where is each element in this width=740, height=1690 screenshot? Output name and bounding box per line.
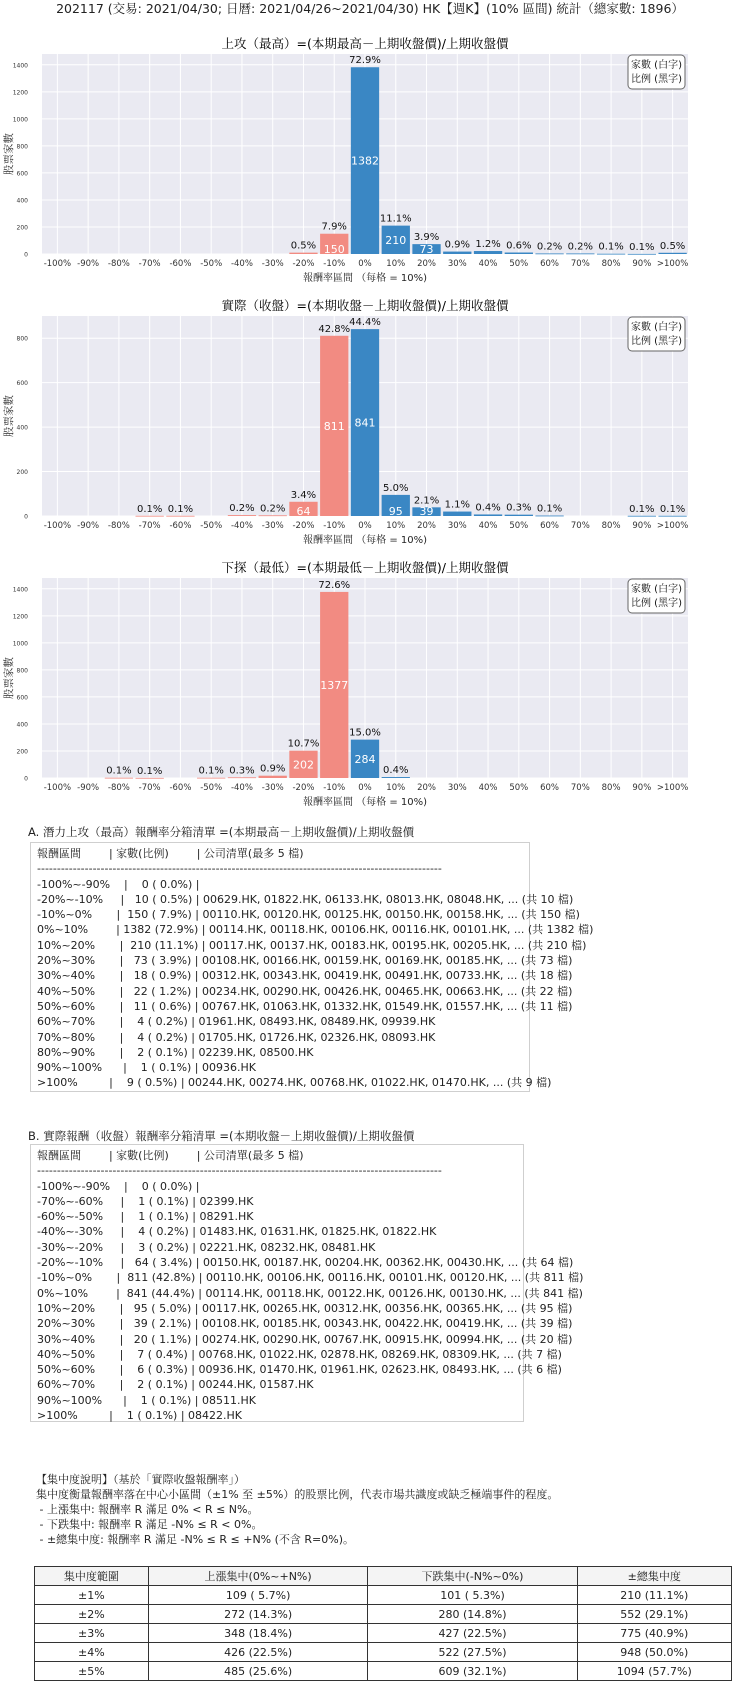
list-line: 20%~30% | 73 ( 3.9%) | 00108.HK, 00166.HK, 00159.HK, 00169.HK, 00185.HK, ... (共 73 檔) [37, 954, 573, 968]
bar [197, 778, 225, 779]
bar-percent-label: 0.5% [659, 240, 686, 252]
list-line: 50%~60% | 11 ( 0.6%) | 00767.HK, 01063.HK, 01332.HK, 01549.HK, 01557.HK, ... (共 11 檔) [37, 999, 573, 1013]
x-tick-label: -10% [323, 259, 346, 269]
x-tick-label: 0% [358, 259, 372, 269]
x-tick-label: 80% [601, 521, 621, 531]
y-tick-label: 200 [16, 748, 28, 756]
bar-count-label: 39 [419, 505, 434, 518]
x-tick-label: 30% [447, 521, 467, 531]
bar-count-label: 811 [323, 419, 345, 433]
legend-note-line: 家數 (白字) [631, 584, 682, 595]
y-tick-label: 0 [24, 775, 28, 783]
list-line: 報酬區間 | 家數(比例) | 公司清單(最多 5 檔) [37, 1149, 304, 1162]
list-line: 0%~10% | 841 (44.4%) | 00114.HK, 00118.HK, 00122.HK, 00126.HK, 00130.HK, ... (共 841 檔) [37, 1286, 583, 1300]
table-row [35, 1624, 732, 1643]
list-line: 40%~50% | 7 ( 0.4%) | 00768.HK, 01022.HK, 02878.HK, 08269.HK, 08309.HK, ... (共 7 檔) [37, 1347, 562, 1361]
table-cell: 427 (22.5%) [368, 1624, 577, 1643]
list-line: 60%~70% | 4 ( 0.2%) | 01961.HK, 08493.HK, 08489.HK, 09939.HK [37, 1015, 436, 1029]
legend-note-line: 家數 (白字) [631, 322, 682, 333]
bar-count-label: 150 [323, 243, 345, 256]
list-line: 60%~70% | 2 ( 0.1%) | 00244.HK, 01587.HK [37, 1378, 314, 1392]
y-tick-label: 400 [16, 721, 28, 729]
table-row [35, 1643, 732, 1662]
bar-percent-label: 0.3% [506, 502, 532, 514]
x-tick-label: 40% [478, 521, 498, 531]
list-line: -30%~-20% | 3 ( 0.2%) | 02221.HK, 08232.HK, 08481.HK [37, 1240, 376, 1254]
list-line: 50%~60% | 6 ( 0.3%) | 00936.HK, 01470.HK, 01961.HK, 02623.HK, 08493.HK, ... (共 6 檔) [37, 1363, 562, 1377]
x-tick-label: -100% [43, 521, 72, 531]
bar-percent-label: 0.2% [536, 241, 563, 253]
x-tick-label: -50% [200, 783, 223, 793]
x-tick-label: -40% [230, 783, 253, 793]
x-tick-label: -90% [77, 783, 100, 793]
x-tick-label: -100% [43, 259, 72, 269]
bar-count-label: 95 [388, 505, 403, 518]
y-axis-label: 股票家數 [3, 395, 15, 437]
x-tick-label: -70% [138, 259, 161, 269]
bar [658, 516, 686, 517]
bar-percent-label: 5.0% [383, 482, 409, 494]
legend-note-line: 比例 (黑字) [631, 598, 682, 609]
x-axis-label: 報酬率區間 （每格 = 10%) [302, 797, 428, 808]
x-tick-label: -60% [169, 521, 192, 531]
bar-percent-label: 0.9% [444, 239, 470, 251]
bar-percent-label: 0.1% [167, 503, 194, 515]
legend-note-line: 家數 (白字) [631, 60, 682, 71]
x-tick-label: 50% [509, 259, 529, 269]
list-line: ------------------------------------------------------------------------------------------------------ [37, 1164, 442, 1178]
list-line: -20%~-10% | 10 ( 0.5%) | 00629.HK, 01822.HK, 06133.HK, 08013.HK, 08048.HK, ... (共 10 檔) [37, 892, 574, 906]
y-tick-label: 1400 [12, 586, 28, 594]
x-tick-label: 10% [386, 783, 406, 793]
table-cell: 775 (40.9%) [577, 1624, 731, 1643]
x-tick-label: -40% [230, 521, 253, 531]
bar-percent-label: 0.2% [260, 503, 286, 515]
bar [289, 253, 317, 254]
x-tick-label: 30% [447, 783, 467, 793]
concentration-header-row [35, 1567, 732, 1586]
list-line: 報酬區間 | 家數(比例) | 公司清單(最多 5 檔) [37, 847, 304, 860]
x-tick-label: -50% [200, 521, 223, 531]
bar-count-label: 284 [354, 752, 376, 766]
x-tick-label: -90% [77, 521, 100, 531]
bar-count-label: 1377 [320, 678, 349, 692]
bar-percent-label: 0.1% [136, 765, 163, 777]
x-tick-label: 0% [358, 783, 372, 793]
bar-percent-label: 72.6% [318, 579, 351, 591]
x-tick-label: -70% [138, 521, 161, 531]
x-tick-label: 10% [386, 259, 406, 269]
x-tick-label: -30% [261, 521, 284, 531]
x-tick-label: -20% [292, 783, 315, 793]
bar [535, 253, 563, 254]
bar [535, 516, 563, 517]
list-line: 80%~90% | 2 ( 0.1%) | 02239.HK, 08500.HK [37, 1045, 314, 1059]
bar [658, 253, 686, 254]
x-tick-label: >100% [656, 783, 689, 793]
x-tick-label: -20% [292, 259, 315, 269]
x-tick-label: -10% [323, 521, 346, 531]
y-tick-label: 600 [16, 694, 28, 702]
bar-percent-label: 0.1% [198, 765, 224, 777]
bar-percent-label: 0.6% [506, 240, 532, 252]
y-tick-label: 800 [16, 335, 28, 343]
chart-low [0, 560, 740, 822]
y-tick-label: 1000 [12, 116, 28, 124]
bar [166, 516, 194, 517]
y-tick-label: 1000 [12, 640, 28, 648]
x-tick-label: 70% [570, 521, 590, 531]
bar [628, 254, 656, 255]
bar-percent-label: 0.1% [629, 503, 655, 515]
x-tick-label: 60% [540, 783, 560, 793]
bar-percent-label: 0.1% [106, 765, 132, 777]
list-line: 0%~10% | 1382 (72.9%) | 00114.HK, 00118.HK, 00106.HK, 00116.HK, 00101.HK, ... (共 1382 檔) [37, 923, 594, 937]
y-tick-label: 0 [24, 513, 28, 521]
bar-percent-label: 0.3% [229, 765, 255, 777]
bar-percent-label: 0.1% [659, 503, 686, 515]
concentration-note-line: - 上漲集中: 報酬率 R 滿足 0% < R ≤ N%。 [36, 1503, 259, 1516]
table-cell: 280 (14.8%) [368, 1605, 577, 1624]
chart-title: 上攻（最高）=(本期最高－上期收盤價)/上期收盤價 [221, 36, 509, 51]
list-line: ------------------------------------------------------------------------------------------------------ [37, 862, 442, 876]
x-tick-label: -80% [107, 783, 130, 793]
table-header-cell: ±總集中度 [577, 1567, 731, 1586]
list-line: -10%~0% | 150 ( 7.9%) | 00110.HK, 00120.HK, 00125.HK, 00150.HK, 00158.HK, ... (共 150 檔) [37, 908, 580, 922]
x-tick-label: 20% [417, 259, 436, 269]
list-line: 90%~100% | 1 ( 0.1%) | 00936.HK [37, 1061, 256, 1075]
y-tick-label: 200 [16, 224, 28, 232]
x-tick-label: -20% [292, 521, 315, 531]
table-row [35, 1605, 732, 1624]
concentration-note-line: 【集中度說明】（基於「實際收盤報酬率」） [36, 1473, 245, 1486]
bar-percent-label: 7.9% [321, 221, 347, 233]
y-tick-label: 1200 [12, 89, 28, 97]
list-line: -40%~-30% | 4 ( 0.2%) | 01483.HK, 01631.HK, 01825.HK, 01822.HK [37, 1225, 437, 1239]
x-tick-label: -80% [107, 259, 130, 269]
section-a-title: A. 潛力上攻（最高）報酬率分箱清單 =(本期最高－上期收盤價)/上期收盤價 [28, 825, 415, 839]
x-tick-label: >100% [656, 259, 689, 269]
x-tick-label: 20% [417, 521, 436, 531]
list-line: -100%~-90% | 0 ( 0.0%) | [37, 1179, 200, 1193]
bar-percent-label: 42.8% [318, 323, 351, 335]
table-cell: ±1% [35, 1586, 149, 1605]
x-tick-label: 20% [417, 783, 436, 793]
table-row [35, 1586, 732, 1605]
legend-note [628, 55, 685, 89]
x-tick-label: -60% [169, 259, 192, 269]
bar-percent-label: 3.4% [290, 489, 317, 501]
table-cell: 522 (27.5%) [368, 1643, 577, 1662]
y-tick-label: 1200 [12, 613, 28, 621]
concentration-note-line: - ±總集中度: 報酬率 R 滿足 -N% ≤ R ≤ +N% (不含 R=0%)。 [36, 1533, 355, 1546]
bar-percent-label: 1.1% [444, 499, 470, 511]
list-line: 90%~100% | 1 ( 0.1%) | 08511.HK [37, 1393, 256, 1407]
y-tick-label: 400 [16, 197, 28, 205]
bar-percent-label: 0.2% [567, 241, 594, 253]
list-line: 10%~20% | 210 (11.1%) | 00117.HK, 00137.HK, 00183.HK, 00195.HK, 00205.HK, ... (共 210 檔) [37, 938, 587, 952]
list-line: -60%~-50% | 1 ( 0.1%) | 08291.HK [37, 1210, 254, 1224]
y-tick-label: 200 [16, 469, 28, 477]
bar [505, 253, 533, 254]
bar-percent-label: 0.1% [536, 503, 563, 515]
y-tick-label: 0 [24, 251, 28, 259]
x-tick-label: -100% [43, 783, 72, 793]
chart-close [0, 298, 740, 546]
bar [228, 777, 256, 778]
concentration-table [34, 1566, 732, 1681]
legend-note-line: 比例 (黑字) [631, 74, 682, 85]
x-tick-label: 10% [386, 521, 406, 531]
x-tick-label: 50% [509, 783, 529, 793]
x-tick-label: -50% [200, 259, 223, 269]
x-tick-label: -60% [169, 783, 192, 793]
bar [474, 251, 502, 254]
y-tick-label: 1400 [12, 62, 28, 70]
x-tick-label: -30% [261, 259, 284, 269]
x-tick-label: 40% [478, 259, 498, 269]
table-cell: 109 ( 5.7%) [148, 1586, 368, 1605]
bar-percent-label: 0.4% [383, 765, 409, 777]
y-axis-label: 股票家數 [3, 133, 15, 175]
table-cell: 948 (50.0%) [577, 1643, 731, 1662]
table-cell: ±2% [35, 1605, 149, 1624]
table-cell: ±3% [35, 1624, 149, 1643]
x-tick-label: 90% [632, 783, 652, 793]
list-line: -70%~-60% | 1 ( 0.1%) | 02399.HK [37, 1194, 254, 1208]
table-cell: 101 ( 5.3%) [368, 1586, 577, 1605]
x-tick-label: 70% [570, 259, 590, 269]
table-cell: 609 (32.1%) [368, 1662, 577, 1681]
bar-percent-label: 2.1% [413, 495, 440, 507]
x-tick-label: >100% [656, 521, 689, 531]
table-header-cell: 集中度範圍 [35, 1567, 149, 1586]
section-a-list [30, 842, 594, 1092]
chart-title: 實際（收盤）=(本期收盤－上期收盤價)/上期收盤價 [221, 298, 509, 313]
x-tick-label: 80% [601, 259, 621, 269]
x-tick-label: 80% [601, 783, 621, 793]
x-tick-label: 40% [478, 783, 498, 793]
section-b-list [30, 1144, 584, 1423]
table-cell: 272 (14.3%) [148, 1605, 368, 1624]
x-tick-label: 90% [632, 521, 652, 531]
bar [628, 516, 656, 517]
y-axis-label: 股票家數 [3, 657, 15, 699]
section-b-title: B. 實際報酬（收盤）報酬率分箱清單 =(本期收盤－上期收盤價)/上期收盤價 [28, 1129, 415, 1143]
x-tick-label: -80% [107, 521, 130, 531]
bar-count-label: 841 [354, 416, 376, 430]
bar-count-label: 1382 [351, 154, 379, 168]
bar-percent-label: 0.2% [229, 503, 255, 515]
bar-percent-label: 0.1% [598, 241, 624, 253]
bar-count-label: 202 [292, 758, 314, 772]
concentration-note-line: 集中度衡量報酬率落在中心小區間（±1% 至 ±5%）的股票比例，代表市場共識度或缺乏極端事件的程度。 [36, 1488, 559, 1501]
bar [136, 778, 164, 779]
list-line: >100% | 1 ( 0.1%) | 08422.HK [37, 1409, 243, 1423]
legend-note-line: 比例 (黑字) [631, 336, 682, 347]
bar-count-label: 64 [296, 505, 311, 518]
chart-title: 下探（最低）=(本期最低－上期收盤價)/上期收盤價 [221, 560, 509, 575]
bar [259, 776, 287, 778]
bar-percent-label: 11.1% [379, 213, 412, 225]
list-line: 10%~20% | 95 ( 5.0%) | 00117.HK, 00265.HK, 00312.HK, 00356.HK, 00365.HK, ... (共 95 檔) [37, 1301, 573, 1315]
x-tick-label: 50% [509, 521, 529, 531]
list-line: 70%~80% | 4 ( 0.2%) | 01705.HK, 01726.HK, 02326.HK, 08093.HK [37, 1030, 436, 1044]
x-tick-label: -10% [323, 783, 346, 793]
bar-percent-label: 0.1% [629, 241, 655, 253]
list-line: -10%~0% | 811 (42.8%) | 00110.HK, 00106.HK, 00116.HK, 00101.HK, 00120.HK, ... (共 811 檔) [37, 1271, 584, 1285]
x-tick-label: -70% [138, 783, 161, 793]
bar [597, 254, 625, 255]
x-tick-label: 70% [570, 783, 590, 793]
y-tick-label: 600 [16, 380, 28, 388]
list-line: >100% | 9 ( 0.5%) | 00244.HK, 00274.HK, 00768.HK, 01022.HK, 01470.HK, ... (共 9 檔) [37, 1076, 552, 1090]
table-cell: 426 (22.5%) [148, 1643, 368, 1662]
list-line: -100%~-90% | 0 ( 0.0%) | [37, 877, 200, 891]
list-line: 30%~40% | 20 ( 1.1%) | 00274.HK, 00290.HK, 00767.HK, 00915.HK, 00994.HK, ... (共 20 檔) [37, 1332, 573, 1346]
bar-percent-label: 44.4% [349, 317, 381, 329]
bar-count-label: 210 [385, 233, 407, 247]
bar [505, 515, 533, 516]
bar-percent-label: 72.9% [349, 55, 381, 67]
bar-percent-label: 3.9% [413, 232, 440, 244]
bar-percent-label: 0.5% [290, 240, 317, 252]
bar [259, 515, 287, 516]
table-row [35, 1662, 732, 1681]
table-cell: ±4% [35, 1643, 149, 1662]
legend-note [628, 579, 685, 613]
concentration-note-line: - 下跌集中: 報酬率 R 滿足 -N% ≤ R < 0%。 [36, 1518, 263, 1531]
bar [105, 778, 133, 779]
bar [443, 512, 471, 516]
table-header-cell: 下跌集中(-N%~0%) [368, 1567, 577, 1586]
concentration-note [36, 1472, 558, 1547]
bar [228, 515, 256, 516]
list-line: 20%~30% | 39 ( 2.1%) | 00108.HK, 00185.HK, 00343.HK, 00422.HK, 00419.HK, ... (共 39 檔) [37, 1317, 573, 1331]
x-tick-label: 30% [447, 259, 467, 269]
chart-high [0, 36, 740, 284]
table-cell: 348 (18.4%) [148, 1624, 368, 1643]
page-title: 202117 (交易: 2021/04/30; 日曆: 2021/04/26~2021/04/30) HK【週K】(10% 區間) 統計（總家數: 1896） [56, 1, 684, 16]
x-tick-label: 60% [540, 259, 560, 269]
bar [443, 252, 471, 254]
bar [136, 516, 164, 517]
bar-percent-label: 0.4% [475, 502, 501, 514]
table-cell: 210 (11.1%) [577, 1586, 731, 1605]
list-line: 40%~50% | 22 ( 1.2%) | 00234.HK, 00290.HK, 00426.HK, 00465.HK, 00663.HK, ... (共 22 檔) [37, 984, 573, 998]
bar-percent-label: 10.7% [287, 738, 320, 750]
x-tick-label: 0% [358, 521, 372, 531]
list-line: 30%~40% | 18 ( 0.9%) | 00312.HK, 00343.HK, 00419.HK, 00491.HK, 00733.HK, ... (共 18 檔) [37, 969, 573, 983]
x-tick-label: -90% [77, 259, 100, 269]
bar-percent-label: 0.1% [136, 503, 163, 515]
x-tick-label: 90% [632, 259, 652, 269]
list-line: -20%~-10% | 64 ( 3.4%) | 00150.HK, 00187.HK, 00204.HK, 00362.HK, 00430.HK, ... (共 64 檔) [37, 1256, 574, 1270]
x-tick-label: -40% [230, 259, 253, 269]
bar-percent-label: 0.9% [260, 763, 286, 775]
x-axis-label: 報酬率區間 （每格 = 10%) [302, 535, 428, 546]
y-tick-label: 600 [16, 170, 28, 178]
table-cell: 552 (29.1%) [577, 1605, 731, 1624]
x-axis-label: 報酬率區間 （每格 = 10%) [302, 273, 428, 284]
table-header-cell: 上漲集中(0%~+N%) [148, 1567, 368, 1586]
bar [566, 253, 594, 254]
y-tick-label: 800 [16, 143, 28, 151]
legend-note [628, 317, 685, 351]
bar-percent-label: 1.2% [475, 239, 501, 251]
y-tick-label: 800 [16, 667, 28, 675]
bar-count-label: 73 [419, 243, 434, 256]
bar [474, 514, 502, 516]
table-cell: 485 (25.6%) [148, 1662, 368, 1681]
bar [382, 777, 410, 778]
table-cell: ±5% [35, 1662, 149, 1681]
table-cell: 1094 (57.7%) [577, 1662, 731, 1681]
x-tick-label: -30% [261, 783, 284, 793]
bar-percent-label: 15.0% [349, 727, 381, 739]
x-tick-label: 60% [540, 521, 560, 531]
y-tick-label: 400 [16, 424, 28, 432]
